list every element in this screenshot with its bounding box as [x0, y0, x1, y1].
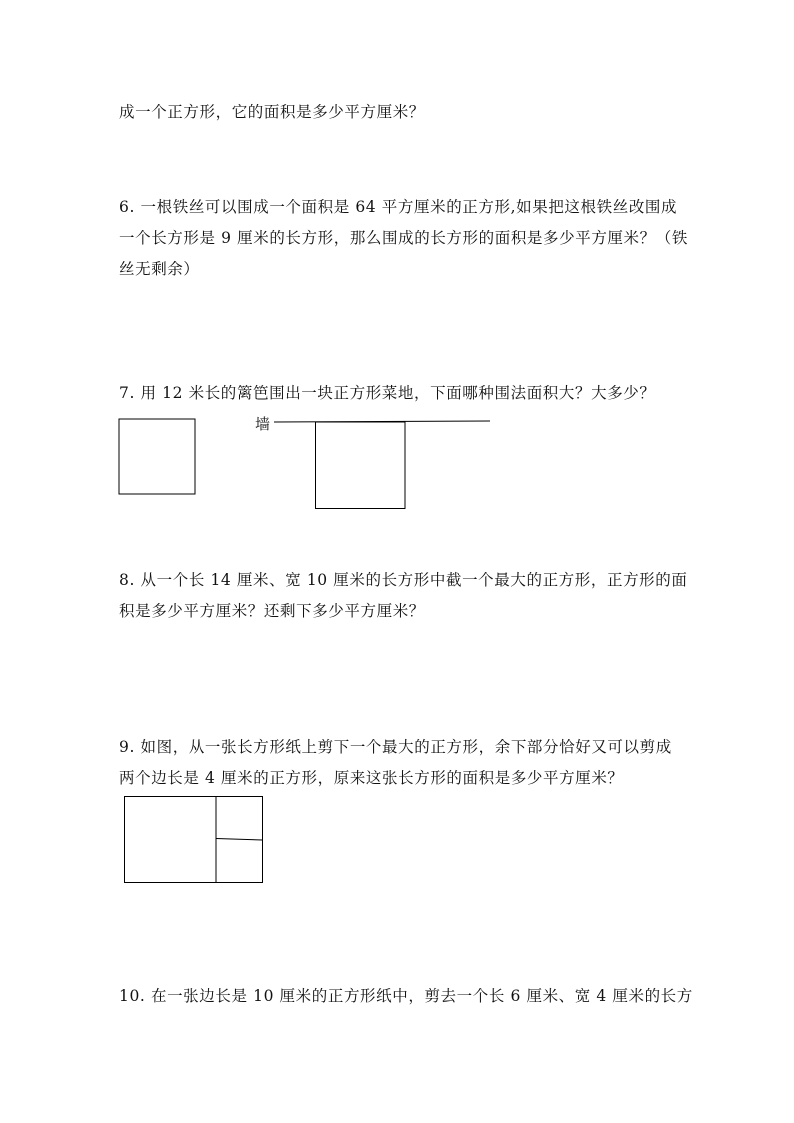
q8-text-line-2: 积是多少平方厘米？还剩下多少平方厘米？ [119, 602, 425, 620]
q7-square-figure-a [118, 418, 198, 498]
q6-text-line-2: 一个长方形是 9 厘米的长方形，那么围成的长方形的面积是多少平方厘米？（铁 [119, 229, 688, 247]
q6-text-line-3: 丝无剩余） [119, 260, 200, 278]
q9-text-line-2: 两个边长是 4 厘米的正方形，原来这张长方形的面积是多少平方厘米？ [119, 769, 624, 787]
q7-wall-label: 墙 [255, 415, 271, 433]
q8-text-line-1: 8. 从一个长 14 厘米、宽 10 厘米的长方形中截一个最大的正方形，正方形的面 [119, 571, 688, 589]
q7-text-line-1: 7. 用 12 米长的篱笆围出一块正方形菜地，下面哪种围法面积大？大多少？ [119, 384, 656, 402]
q9-rectangle-figure [122, 794, 266, 886]
q5-text-line-2: 成一个正方形，它的面积是多少平方厘米？ [119, 103, 425, 121]
q10-text-line-1: 10. 在一张边长是 10 厘米的正方形纸中，剪去一个长 6 厘米、宽 4 厘米的长方 [119, 987, 693, 1005]
q6-text-line-1: 6. 一根铁丝可以围成一个面积是 64 平方厘米的正方形,如果把这根铁丝改围成 [119, 198, 678, 216]
q7-square-b [316, 422, 406, 509]
q7-square-a [119, 419, 195, 494]
q9-small-squares-divider [216, 839, 263, 841]
q9-text-line-1: 9. 如图，从一张长方形纸上剪下一个最大的正方形，余下部分恰好又可以剪成 [119, 738, 672, 756]
q7-wall-square-figure-b [272, 418, 494, 512]
